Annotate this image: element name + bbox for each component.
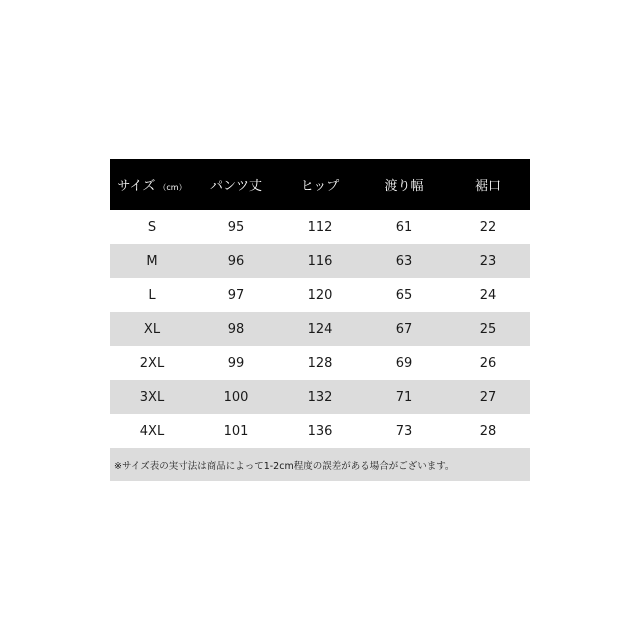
header-hem: 裾口 [474,179,501,194]
hem-cell: 22 [479,219,497,235]
hip-cell: 132 [307,389,333,405]
size-cell: XL [143,321,161,337]
table-row [110,244,530,278]
header-size-unit: （cm） [158,183,187,192]
pants-length-cell: 95 [227,219,245,235]
hip-cell: 120 [307,287,333,303]
hem-cell: 27 [479,389,497,405]
header-thigh-width: 渡り幅 [384,179,424,194]
pants-length-cell: 100 [223,389,249,405]
pants-length-cell: 99 [227,355,245,371]
table-row [110,312,530,346]
hem-cell: 26 [479,355,497,371]
header-pants-length: パンツ丈 [209,179,262,194]
thigh-width-cell: 71 [395,389,413,405]
thigh-width-cell: 63 [395,253,413,269]
thigh-width-cell: 65 [395,287,413,303]
hip-cell: 136 [307,423,333,439]
pants-length-cell: 101 [223,423,249,439]
size-chart-table [110,159,530,481]
hip-cell: 128 [307,355,333,371]
header-size-label: サイズ [117,179,156,194]
table-row [110,210,530,244]
hip-cell: 124 [307,321,333,337]
pants-length-cell: 96 [227,253,245,269]
header-size [110,175,194,194]
table-row [110,380,530,414]
size-cell: M [146,253,158,269]
hem-cell: 23 [479,253,497,269]
measurement-disclaimer: ※サイズ表の実寸法は商品によって1-2cm程度の誤差がある場合がございます。 [110,448,530,481]
hem-cell: 28 [479,423,497,439]
table-header-row [110,159,530,210]
table-row [110,414,530,448]
size-cell: 4XL [139,423,165,439]
thigh-width-cell: 67 [395,321,413,337]
thigh-width-cell: 73 [395,423,413,439]
size-cell: S [147,219,157,235]
table-row [110,278,530,312]
size-cell: 3XL [139,389,165,405]
hip-cell: 116 [307,253,333,269]
hip-cell: 112 [307,219,333,235]
table-row [110,346,530,380]
hem-cell: 25 [479,321,497,337]
size-cell: L [148,287,156,303]
pants-length-cell: 97 [227,287,245,303]
thigh-width-cell: 69 [395,355,413,371]
thigh-width-cell: 61 [395,219,413,235]
size-cell: 2XL [139,355,165,371]
header-hip: ヒップ [300,179,340,194]
pants-length-cell: 98 [227,321,245,337]
hem-cell: 24 [479,287,497,303]
